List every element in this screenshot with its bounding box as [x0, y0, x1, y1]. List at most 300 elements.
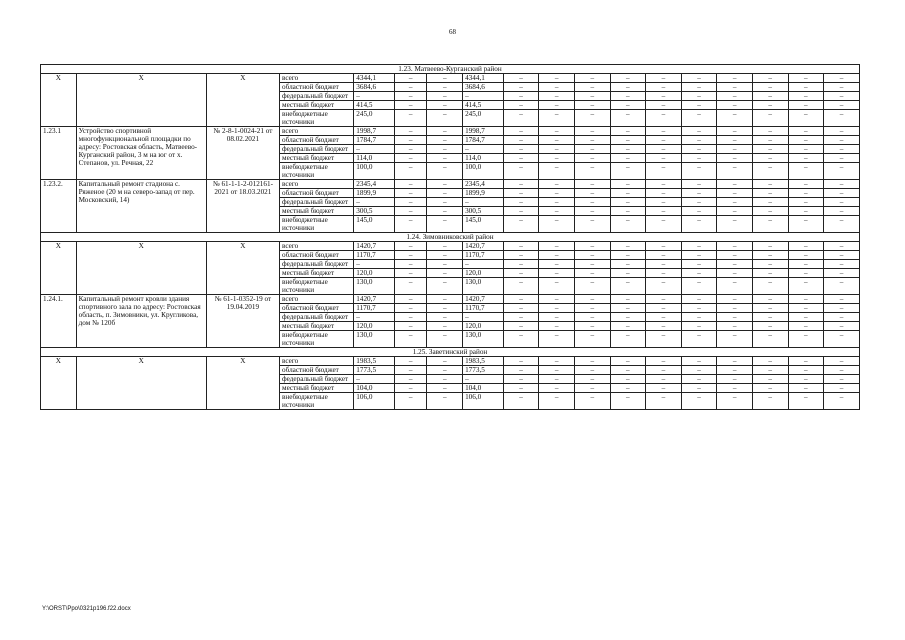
year-value: –	[681, 295, 717, 304]
year-value: –	[788, 92, 824, 101]
year-value: –	[824, 242, 860, 251]
year-value: –	[610, 384, 646, 393]
year-value: –	[427, 375, 463, 384]
year-value: –	[681, 278, 717, 295]
year-value: –	[752, 163, 788, 180]
year-value: –	[539, 83, 575, 92]
year-value: –	[394, 163, 427, 180]
year-value: –	[394, 74, 427, 83]
year-value: –	[788, 366, 824, 375]
total-value: 1170,7	[354, 304, 395, 313]
year-value: –	[717, 101, 753, 110]
year-value: –	[752, 278, 788, 295]
year-value: –	[824, 136, 860, 145]
year-value: –	[681, 83, 717, 92]
year-value: –	[574, 163, 610, 180]
total-value: 130,0	[354, 331, 395, 348]
year-value: –	[752, 83, 788, 92]
year-value: –	[427, 313, 463, 322]
total-value: 245,0	[354, 110, 395, 127]
total-value: 120,0	[354, 269, 395, 278]
year-value: –	[788, 375, 824, 384]
total-value: –	[354, 375, 395, 384]
year-value: –	[788, 163, 824, 180]
year-value: –	[610, 393, 646, 410]
year-value: 104,0	[463, 384, 504, 393]
expertise-document: X	[206, 357, 279, 410]
year-value: –	[539, 375, 575, 384]
year-value: –	[646, 83, 682, 92]
funding-source: областной бюджет	[280, 136, 354, 145]
year-value: –	[394, 180, 427, 189]
year-value: –	[539, 101, 575, 110]
year-value: –	[646, 366, 682, 375]
year-value: 130,0	[463, 278, 504, 295]
year-value: –	[427, 83, 463, 92]
year-value: –	[788, 127, 824, 136]
section-header-row	[41, 233, 860, 242]
year-value: –	[717, 295, 753, 304]
year-value: –	[717, 189, 753, 198]
year-value: –	[610, 251, 646, 260]
total-value: 1998,7	[354, 127, 395, 136]
year-value: –	[788, 154, 824, 163]
year-value: –	[717, 393, 753, 410]
year-value: –	[824, 269, 860, 278]
year-value: –	[717, 322, 753, 331]
year-value: –	[574, 154, 610, 163]
year-value: –	[427, 269, 463, 278]
funding-source: внебюджетные источники	[280, 216, 354, 233]
year-value: –	[610, 375, 646, 384]
year-value: –	[574, 375, 610, 384]
year-value: –	[752, 145, 788, 154]
year-value: –	[539, 278, 575, 295]
year-value: –	[788, 180, 824, 189]
year-value: –	[574, 313, 610, 322]
year-value: 1170,7	[463, 251, 504, 260]
year-value: –	[539, 295, 575, 304]
funding-source: федеральный бюджет	[280, 145, 354, 154]
year-value: –	[574, 278, 610, 295]
year-value: 1998,7	[463, 127, 504, 136]
year-value: –	[574, 295, 610, 304]
year-value: –	[752, 375, 788, 384]
year-value: –	[574, 331, 610, 348]
budget-table	[40, 64, 860, 410]
year-value: –	[646, 251, 682, 260]
year-value: –	[717, 242, 753, 251]
year-value: –	[717, 331, 753, 348]
year-value: –	[752, 127, 788, 136]
year-value: –	[574, 189, 610, 198]
year-value: –	[788, 322, 824, 331]
year-value: –	[788, 331, 824, 348]
page-number: 68	[449, 28, 456, 36]
funding-source: местный бюджет	[280, 269, 354, 278]
year-value: –	[646, 127, 682, 136]
year-value: –	[681, 163, 717, 180]
year-value: –	[646, 198, 682, 207]
year-value: –	[539, 136, 575, 145]
year-value: –	[824, 322, 860, 331]
year-value: –	[788, 384, 824, 393]
year-value: –	[539, 322, 575, 331]
year-value: –	[574, 136, 610, 145]
funding-source: областной бюджет	[280, 189, 354, 198]
section-title: 1.25. Заветинский район	[41, 348, 860, 357]
year-value: –	[574, 83, 610, 92]
total-value: 2345,4	[354, 180, 395, 189]
year-value: –	[394, 127, 427, 136]
year-value: –	[788, 251, 824, 260]
year-value: –	[824, 251, 860, 260]
year-value: –	[681, 384, 717, 393]
year-value: –	[824, 331, 860, 348]
year-value: –	[646, 357, 682, 366]
year-value: –	[824, 83, 860, 92]
year-value: 1899,9	[463, 189, 504, 198]
year-value: –	[574, 304, 610, 313]
year-value: –	[427, 251, 463, 260]
year-value: –	[503, 136, 539, 145]
year-value: –	[646, 216, 682, 233]
year-value: –	[539, 198, 575, 207]
year-value: –	[788, 110, 824, 127]
year-value: –	[788, 304, 824, 313]
year-value: –	[752, 242, 788, 251]
year-value: –	[752, 216, 788, 233]
year-value: 106,0	[463, 393, 504, 410]
year-value: –	[788, 269, 824, 278]
year-value: –	[394, 304, 427, 313]
total-value: 1420,7	[354, 295, 395, 304]
total-value: 1784,7	[354, 136, 395, 145]
object-name: Капитальный ремонт кровли здания спортивного зала по адресу: Ростовская область, п. Зимовники, ул. Кругликова, дом № 120б	[76, 295, 206, 348]
table-row	[41, 295, 860, 304]
year-value: –	[681, 366, 717, 375]
year-value: –	[752, 92, 788, 101]
year-value: –	[681, 127, 717, 136]
year-value: 130,0	[463, 331, 504, 348]
year-value: –	[427, 295, 463, 304]
year-value: –	[646, 74, 682, 83]
funding-source: всего	[280, 180, 354, 189]
year-value: –	[427, 189, 463, 198]
year-value: –	[394, 198, 427, 207]
year-value: –	[574, 269, 610, 278]
total-value: 130,0	[354, 278, 395, 295]
section-header-row	[41, 65, 860, 74]
year-value: –	[681, 260, 717, 269]
funding-source: областной бюджет	[280, 251, 354, 260]
year-value: 120,0	[463, 322, 504, 331]
year-value: –	[717, 92, 753, 101]
year-value: –	[394, 357, 427, 366]
year-value: –	[394, 154, 427, 163]
year-value: –	[503, 92, 539, 101]
year-value: –	[394, 384, 427, 393]
section-title: 1.23. Матвеево-Курганский район	[41, 65, 860, 74]
year-value: –	[824, 163, 860, 180]
year-value: –	[574, 393, 610, 410]
year-value: –	[539, 127, 575, 136]
year-value: –	[610, 163, 646, 180]
year-value: –	[394, 136, 427, 145]
year-value: –	[717, 145, 753, 154]
year-value: –	[788, 198, 824, 207]
year-value: –	[503, 304, 539, 313]
year-value: –	[646, 189, 682, 198]
year-value: –	[539, 74, 575, 83]
year-value: –	[539, 110, 575, 127]
year-value: –	[503, 260, 539, 269]
year-value: –	[574, 242, 610, 251]
year-value: –	[574, 92, 610, 101]
year-value: –	[788, 295, 824, 304]
year-value: –	[646, 136, 682, 145]
funding-source: внебюджетные источники	[280, 163, 354, 180]
year-value: –	[503, 313, 539, 322]
year-value: –	[681, 154, 717, 163]
expertise-document: X	[206, 242, 279, 295]
year-value: –	[681, 251, 717, 260]
year-value: –	[717, 207, 753, 216]
year-value: –	[610, 198, 646, 207]
year-value: –	[646, 278, 682, 295]
year-value: –	[788, 189, 824, 198]
year-value: –	[427, 163, 463, 180]
year-value: –	[824, 278, 860, 295]
year-value: –	[752, 101, 788, 110]
year-value: –	[539, 260, 575, 269]
year-value: –	[610, 260, 646, 269]
year-value: –	[681, 74, 717, 83]
total-value: –	[354, 260, 395, 269]
year-value: –	[463, 375, 504, 384]
year-value: –	[427, 260, 463, 269]
year-value: –	[824, 198, 860, 207]
year-value: –	[681, 110, 717, 127]
year-value: –	[681, 145, 717, 154]
year-value: –	[788, 313, 824, 322]
year-value: –	[610, 207, 646, 216]
year-value: –	[539, 384, 575, 393]
year-value: –	[824, 260, 860, 269]
year-value: –	[646, 110, 682, 127]
item-number: 1.23.1	[41, 127, 77, 180]
year-value: –	[824, 180, 860, 189]
year-value: –	[824, 393, 860, 410]
funding-source: всего	[280, 242, 354, 251]
year-value: –	[752, 313, 788, 322]
year-value: –	[427, 216, 463, 233]
year-value: –	[717, 216, 753, 233]
year-value: –	[824, 145, 860, 154]
year-value: –	[503, 154, 539, 163]
year-value: –	[752, 269, 788, 278]
year-value: –	[717, 83, 753, 92]
year-value: –	[463, 92, 504, 101]
year-value: –	[681, 101, 717, 110]
year-value: –	[717, 269, 753, 278]
funding-source: внебюджетные источники	[280, 278, 354, 295]
year-value: –	[503, 242, 539, 251]
total-value: 1983,5	[354, 357, 395, 366]
year-value: –	[539, 393, 575, 410]
total-value: 1420,7	[354, 242, 395, 251]
object-name: X	[76, 357, 206, 410]
year-value: –	[717, 366, 753, 375]
year-value: –	[394, 189, 427, 198]
year-value: –	[574, 384, 610, 393]
year-value: –	[574, 357, 610, 366]
year-value: –	[427, 207, 463, 216]
year-value: –	[394, 83, 427, 92]
total-value: 104,0	[354, 384, 395, 393]
year-value: –	[717, 74, 753, 83]
year-value: –	[394, 251, 427, 260]
year-value: –	[427, 136, 463, 145]
year-value: –	[503, 180, 539, 189]
year-value: –	[503, 207, 539, 216]
year-value: –	[463, 198, 504, 207]
year-value: –	[610, 278, 646, 295]
year-value: –	[752, 110, 788, 127]
year-value: –	[788, 83, 824, 92]
year-value: –	[610, 216, 646, 233]
year-value: –	[681, 331, 717, 348]
year-value: –	[824, 110, 860, 127]
year-value: –	[610, 180, 646, 189]
year-value: –	[574, 322, 610, 331]
year-value: 100,0	[463, 163, 504, 180]
total-value: 100,0	[354, 163, 395, 180]
year-value: –	[539, 304, 575, 313]
total-value: 145,0	[354, 216, 395, 233]
year-value: 1983,5	[463, 357, 504, 366]
table-row	[41, 74, 860, 83]
year-value: –	[610, 127, 646, 136]
year-value: –	[574, 207, 610, 216]
year-value: –	[394, 260, 427, 269]
year-value: –	[427, 357, 463, 366]
funding-source: федеральный бюджет	[280, 92, 354, 101]
section-title: 1.24. Зимовниковский район	[41, 233, 860, 242]
year-value: –	[788, 278, 824, 295]
year-value: –	[503, 393, 539, 410]
year-value: –	[427, 145, 463, 154]
year-value: –	[503, 101, 539, 110]
year-value: –	[503, 83, 539, 92]
year-value: –	[788, 207, 824, 216]
year-value: –	[574, 180, 610, 189]
year-value: –	[394, 216, 427, 233]
year-value: –	[752, 180, 788, 189]
year-value: –	[503, 331, 539, 348]
year-value: –	[717, 278, 753, 295]
year-value: –	[463, 313, 504, 322]
year-value: 1773,5	[463, 366, 504, 375]
year-value: –	[539, 92, 575, 101]
year-value: –	[539, 269, 575, 278]
year-value: –	[394, 207, 427, 216]
year-value: –	[717, 163, 753, 180]
year-value: –	[394, 101, 427, 110]
year-value: –	[646, 92, 682, 101]
year-value: –	[824, 127, 860, 136]
year-value: –	[503, 384, 539, 393]
year-value: –	[752, 198, 788, 207]
year-value: –	[610, 304, 646, 313]
year-value: –	[610, 366, 646, 375]
year-value: –	[610, 145, 646, 154]
year-value: –	[503, 295, 539, 304]
expertise-document: X	[206, 74, 279, 127]
year-value: –	[788, 101, 824, 110]
year-value: –	[574, 260, 610, 269]
year-value: –	[427, 180, 463, 189]
year-value: –	[574, 216, 610, 233]
year-value: –	[752, 295, 788, 304]
item-number: X	[41, 357, 77, 410]
year-value: –	[503, 251, 539, 260]
total-value: 120,0	[354, 322, 395, 331]
year-value: –	[394, 295, 427, 304]
year-value: –	[681, 313, 717, 322]
year-value: 2345,4	[463, 180, 504, 189]
year-value: –	[539, 180, 575, 189]
object-name: Устройство спортивной многофункциональной площадки по адресу: Ростовская область, Матвеево-Курганский район, 3 м на юг от х. Степанов, ул. Речная, 22	[76, 127, 206, 180]
year-value: 414,5	[463, 101, 504, 110]
year-value: –	[503, 198, 539, 207]
year-value: –	[394, 278, 427, 295]
year-value: –	[503, 189, 539, 198]
year-value: –	[610, 92, 646, 101]
total-value: 1773,5	[354, 366, 395, 375]
year-value: 245,0	[463, 110, 504, 127]
year-value: 120,0	[463, 269, 504, 278]
year-value: –	[610, 110, 646, 127]
year-value: –	[574, 198, 610, 207]
year-value: –	[503, 322, 539, 331]
year-value: –	[681, 189, 717, 198]
table-row	[41, 180, 860, 189]
year-value: –	[610, 295, 646, 304]
year-value: –	[824, 366, 860, 375]
total-value: 3684,6	[354, 83, 395, 92]
funding-source: федеральный бюджет	[280, 313, 354, 322]
year-value: –	[610, 154, 646, 163]
year-value: –	[646, 322, 682, 331]
year-value: –	[717, 304, 753, 313]
year-value: –	[539, 242, 575, 251]
year-value: 1420,7	[463, 242, 504, 251]
year-value: –	[427, 304, 463, 313]
year-value: 1420,7	[463, 295, 504, 304]
year-value: –	[646, 242, 682, 251]
year-value: –	[503, 269, 539, 278]
total-value: 300,5	[354, 207, 395, 216]
year-value: –	[646, 393, 682, 410]
total-value: 4344,1	[354, 74, 395, 83]
total-value: 1170,7	[354, 251, 395, 260]
year-value: –	[681, 216, 717, 233]
year-value: –	[539, 331, 575, 348]
year-value: –	[427, 110, 463, 127]
year-value: –	[788, 357, 824, 366]
year-value: –	[394, 331, 427, 348]
